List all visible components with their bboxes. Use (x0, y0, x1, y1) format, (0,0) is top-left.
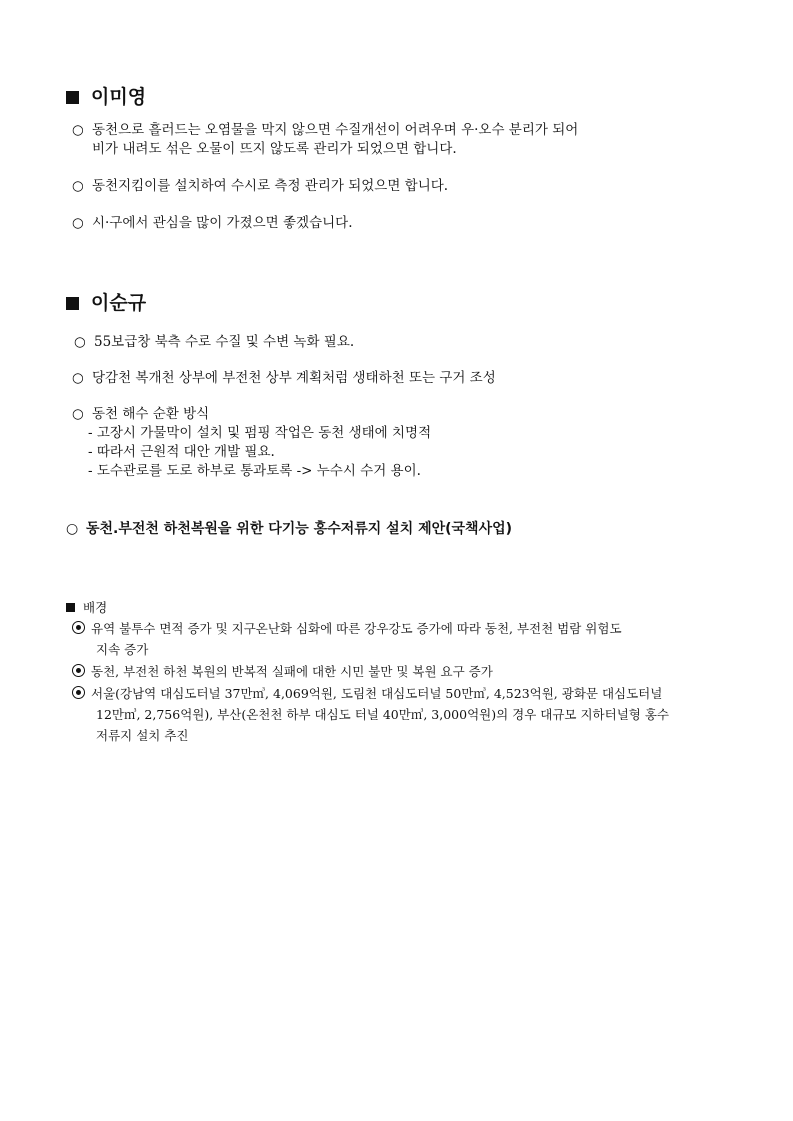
list-item (74, 333, 354, 352)
item-text: 시·구에서 관심을 많이 가졌으면 좋겠습니다. (92, 215, 353, 231)
target-bullet-icon (72, 664, 85, 677)
item-text: 동천 해수 순환 방식 (92, 406, 210, 422)
list-item (72, 177, 448, 196)
item-text: 유역 불투수 면적 증가 및 지구온난화 심화에 따른 강우강도 증가에 따라 동천, 부전천 범람 위험도 (91, 621, 622, 636)
background-heading (66, 598, 107, 616)
sub-item-text: - 도수관로를 도로 하부로 통과토록 -> 누수시 수거 용이. (88, 463, 421, 479)
item-text: 서울(강남역 대심도터널 37만㎥, 4,069억원, 도림천 대심도터널 50만㎥, 4,523억원, 광화문 대심도터널 (91, 686, 663, 701)
item-text: 지속 증가 (96, 642, 149, 657)
proposal-heading (66, 518, 512, 538)
circle-bullet-icon: ○ (66, 521, 79, 537)
black-square-icon (66, 91, 79, 104)
background-item (72, 683, 712, 704)
list-item-continuation (92, 140, 457, 159)
proposal-text: 동천.부전천 하천복원을 위한 다기능 홍수저류지 설치 제안(국책사업) (86, 521, 513, 537)
background-heading-text: 배경 (83, 600, 108, 615)
section-title-lee-sungyu (66, 288, 146, 315)
item-text: 동천으로 흘러드는 오염물을 막지 않으면 수질개선이 어려우며 우·오수 분리가 되어 (92, 122, 579, 138)
sub-item (88, 462, 421, 481)
background-item (72, 618, 712, 639)
circle-bullet-icon: ○ (74, 334, 86, 350)
background-item-continuation (72, 725, 736, 746)
item-text: 12만㎥, 2,756억원), 부산(온천천 하부 대심도 터널 40만㎥, 3,000억원)의 경우 대규모 지하터널형 홍수 (96, 707, 669, 722)
item-text: 동천, 부전천 하천 복원의 반복적 실패에 대한 시민 불만 및 복원 요구 증가 (91, 664, 493, 679)
sub-item (88, 424, 431, 443)
sub-item-text: - 따라서 근원적 대안 개발 필요. (88, 444, 275, 460)
background-item (72, 661, 712, 682)
background-item-continuation (72, 704, 736, 725)
circle-bullet-icon: ○ (72, 215, 84, 231)
background-item-continuation (72, 639, 736, 660)
list-item (72, 214, 353, 233)
sub-item-text: - 고장시 가물막이 설치 및 펌핑 작업은 동천 생태에 치명적 (88, 425, 432, 441)
item-text: 당감천 복개천 상부에 부전천 상부 계획처럼 생태하천 또는 구거 조성 (92, 370, 496, 386)
section-name: 이미영 (91, 86, 147, 108)
list-item (72, 369, 496, 388)
section-name: 이순규 (91, 292, 147, 314)
circle-bullet-icon: ○ (72, 406, 84, 422)
black-square-icon (66, 603, 75, 612)
sub-item (88, 443, 275, 462)
item-text: 동천지킴이를 설치하여 수시로 측정 관리가 되었으면 합니다. (92, 178, 449, 194)
black-square-icon (66, 297, 79, 310)
item-text: 비가 내려도 섞은 오물이 뜨지 않도록 관리가 되었으면 합니다. (92, 141, 457, 157)
list-item (72, 405, 209, 424)
circle-bullet-icon: ○ (72, 370, 84, 386)
target-bullet-icon (72, 621, 85, 634)
item-text: 저류지 설치 추진 (96, 728, 189, 743)
section-title-lee-miyoung (66, 82, 146, 109)
item-text: 55보급창 북측 수로 수질 및 수변 녹화 필요. (94, 334, 355, 350)
circle-bullet-icon: ○ (72, 178, 84, 194)
list-item (72, 121, 578, 140)
target-bullet-icon (72, 686, 85, 699)
circle-bullet-icon: ○ (72, 122, 84, 138)
